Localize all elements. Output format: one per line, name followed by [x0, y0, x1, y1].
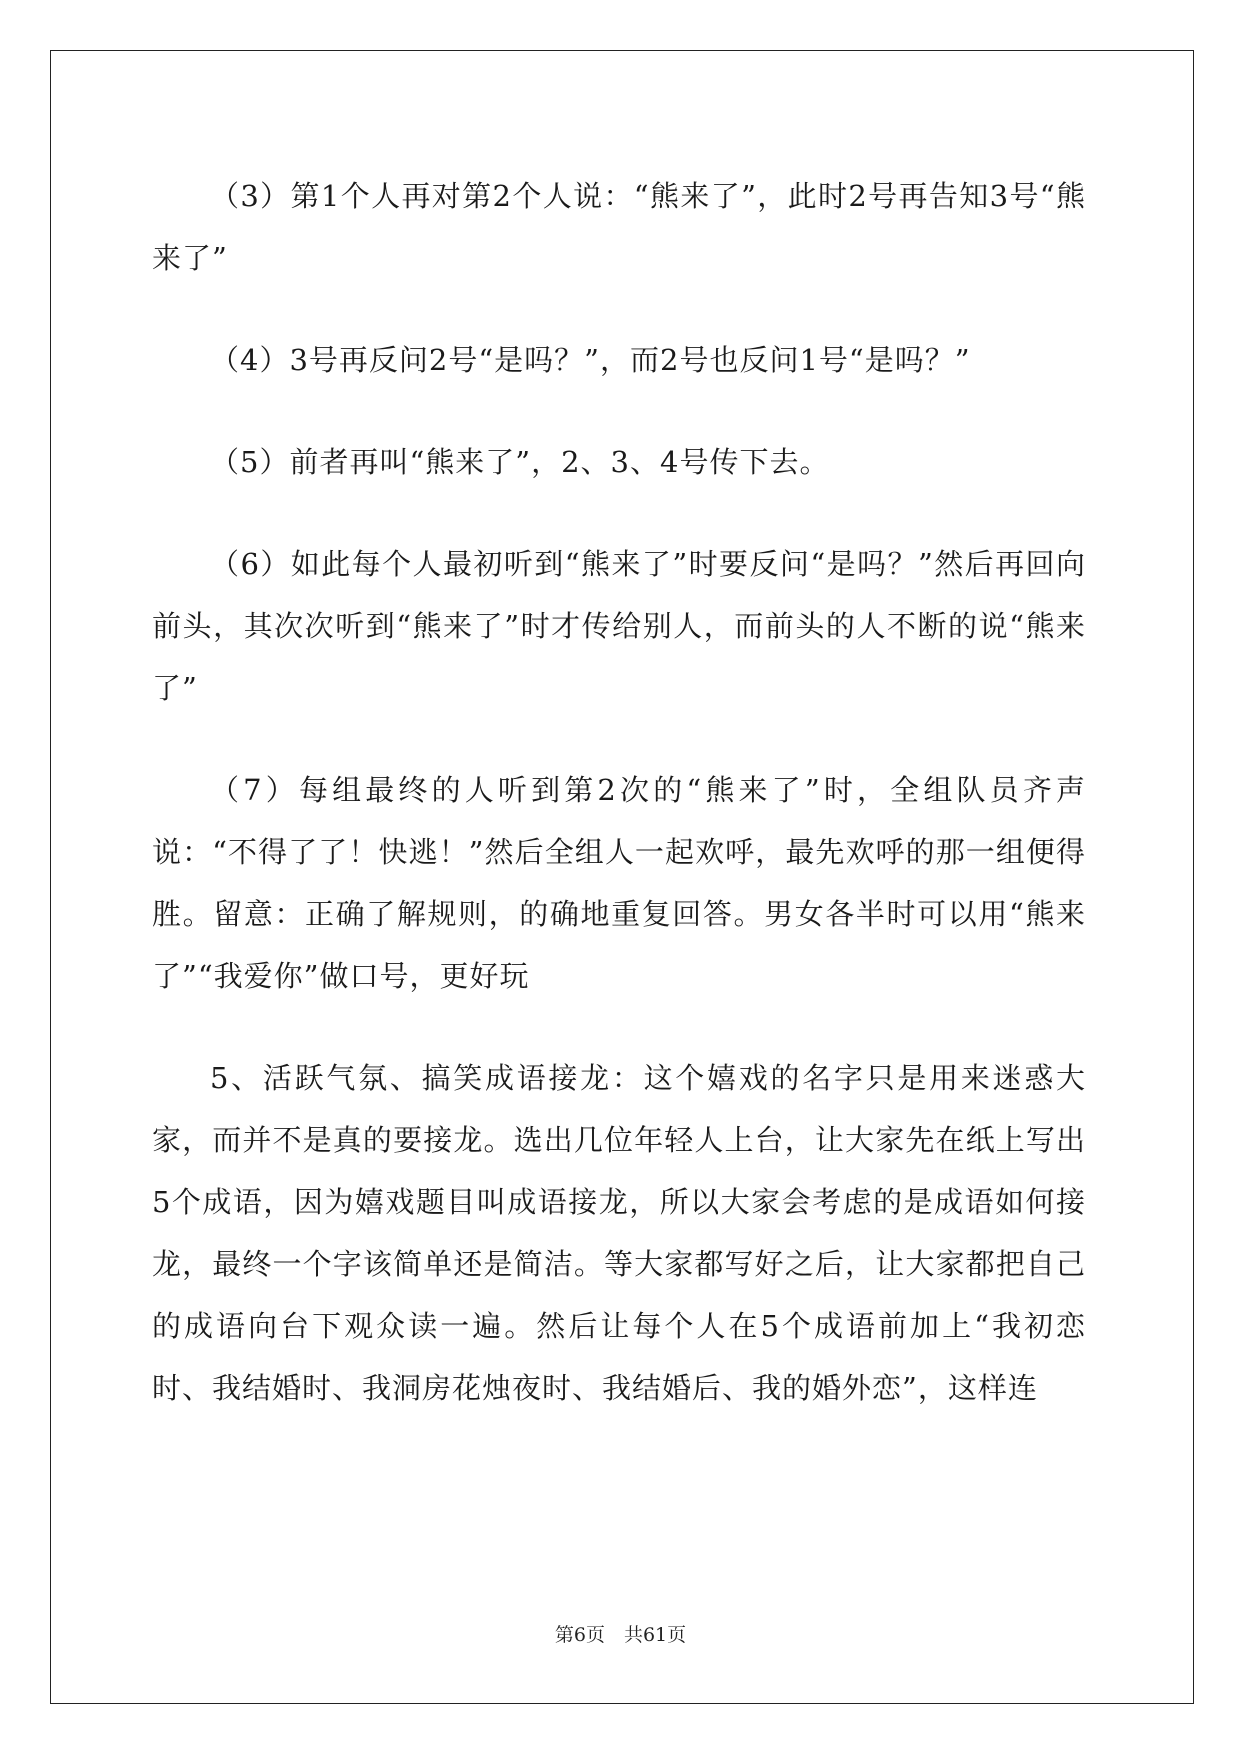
- paragraph-step-4: （4）3号再反问2号“是吗？”，而2号也反问1号“是吗？”: [210, 343, 971, 377]
- document-body: [152, 165, 1086, 1459]
- paragraph-step-5: （5）前者再叫“熊来了”，2、3、4号传下去。: [210, 445, 830, 479]
- paragraph-step-3: （3）第1个人再对第2个人说：“熊来了”，此时2号再告知3号“熊来了”: [152, 179, 1086, 275]
- page-footer: 第6页 共61页: [554, 1624, 687, 1646]
- paragraph-step-7: （7）每组最终的人听到第2次的“熊来了”时，全组队员齐声说：“不得了了！快逃！”然后全组人一起欢呼，最先欢呼的那一组便得胜。留意：正确了解规则，的确地重复回答。男女各半时可以用“熊来了”“我爱你”做口号，更好玩: [152, 773, 1086, 993]
- paragraph-game-5: 5、活跃气氛、搞笑成语接龙：这个嬉戏的名字只是用来迷惑大家，而并不是真的要接龙。选出几位年轻人上台，让大家先在纸上写出5个成语，因为嬉戏题目叫成语接龙，所以大家会考虑的是成语如何接龙，最终一个字该简单还是简洁。等大家都写好之后，让大家都把自己的成语向台下观众读一遍。然后让每个人在5个成语前加上“我初恋时、我结婚时、我洞房花烛夜时、我结婚后、我的婚外恋”，这样连: [152, 1061, 1086, 1405]
- paragraph-step-6: （6）如此每个人最初听到“熊来了”时要反问“是吗？”然后再回向前头，其次次听到“熊来了”时才传给别人，而前头的人不断的说“熊来了”: [152, 547, 1086, 705]
